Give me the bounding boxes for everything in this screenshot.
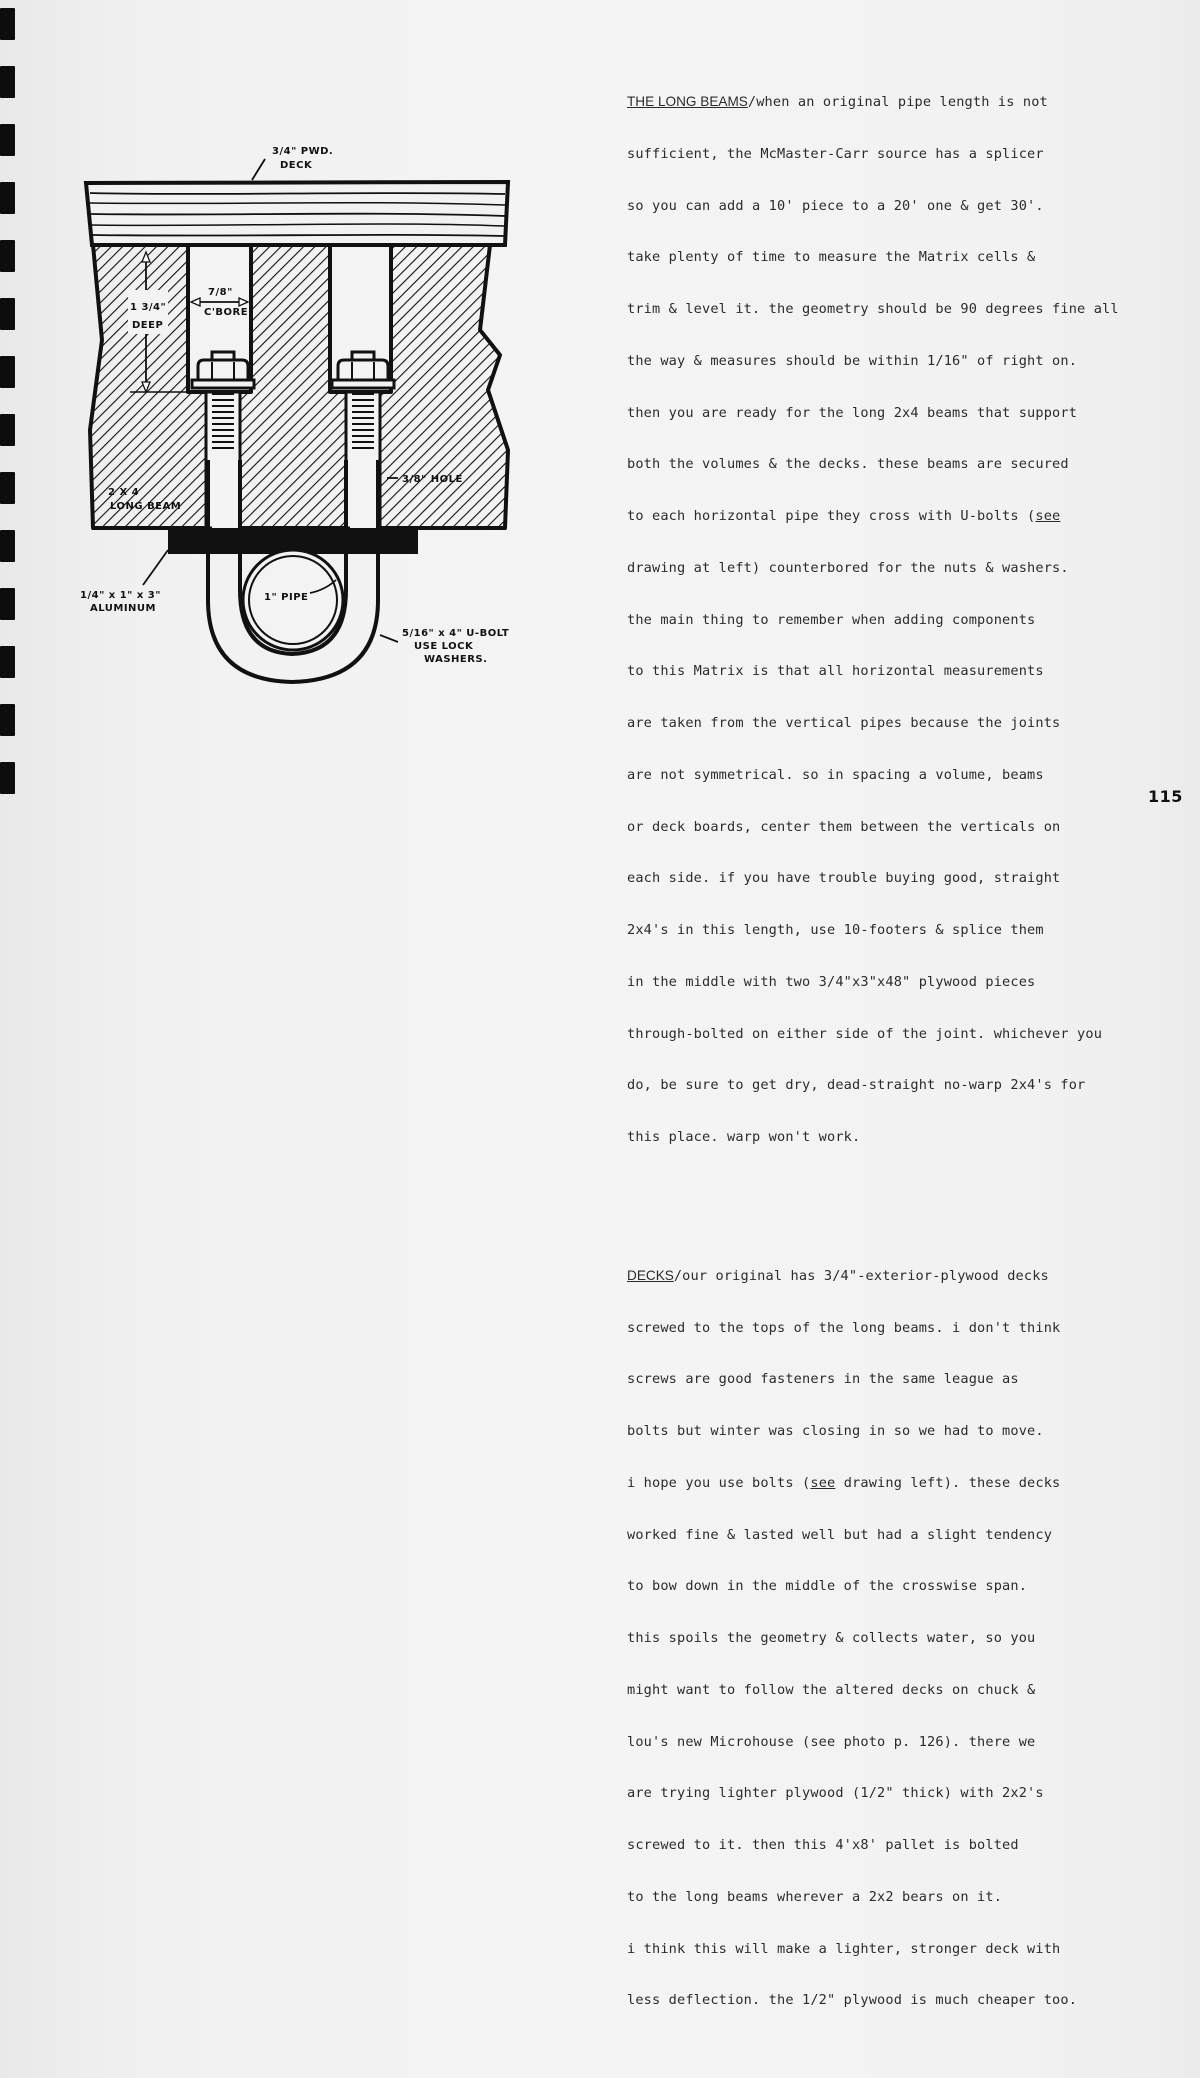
see-reference: see: [810, 1474, 836, 1491]
heading-long-beams: THE LONG BEAMS: [627, 94, 748, 109]
section-long-beams: THE LONG BEAMS/when an original pipe length is not sufficient, the McMaster-Carr source has a splicer so you can add a 10' piece to a 20' one & get 30'. take plenty of time to measure the Matrix cells & trim & level it. the geometry should be 90 degrees fine all the way & measures should be within 1/16" of right on. then you are ready for the long 2x4 beams that support both the volumes & the decks. these beams are secured to each horizontal pipe they cross with U-bolts (see drawing at left) counterbored for the nuts & washers. the main thing to remember when adding components to this Matrix is that all horizontal measurements are taken from the vertical pipes because the joints are not symmetrical. so in spacing a volume, beams or deck boards, center them between the verticals on each side. if you have trouble buying good, straight 2x4's in this length, use 10-footers & splice them in the middle with two 3/4"x3"x48" plywood pieces through-bolted on either side of the joint. whichever you do, be sure to get dry, dead-straight no-warp 2x4's for this place. warp won't work.: [627, 94, 1119, 1145]
punch-hole: [0, 356, 15, 388]
punch-hole: [0, 240, 15, 272]
label-cbore-1: 7/8": [208, 287, 233, 298]
label-depth-1: 1 3/4": [130, 302, 167, 313]
punch-hole: [0, 646, 15, 678]
punch-hole: [0, 414, 15, 446]
punch-hole: [0, 298, 15, 330]
punch-hole: [0, 124, 15, 156]
label-pipe: 1" PIPE: [264, 592, 309, 603]
punch-hole: [0, 182, 15, 214]
long-beam-2x4: [90, 245, 508, 528]
punch-hole: [0, 472, 15, 504]
punch-hole: [0, 66, 15, 98]
u-bolt-beam-drawing: [80, 130, 550, 700]
label-ubolt-2: USE LOCK: [414, 641, 474, 652]
heading-decks: DECKS: [627, 1267, 674, 1283]
plywood-deck: [86, 182, 508, 245]
see-reference: see: [1035, 508, 1061, 524]
body-text: [627, 24, 1187, 2078]
punch-hole: [0, 8, 15, 40]
page-number: 115: [1148, 787, 1183, 806]
binder-punch-holes: [0, 0, 20, 802]
punch-hole: [0, 762, 15, 794]
label-beam-1: 2 X 4: [108, 487, 140, 498]
punch-hole: [0, 588, 15, 620]
label-ubolt-3: WASHERS.: [424, 654, 488, 665]
label-deck-2: DECK: [280, 160, 313, 171]
label-deck-1: 3/4" PWD.: [272, 146, 334, 157]
section-decks: DECKS/our original has 3/4"-exterior-plywood decks screwed to the tops of the long beams. i don't think screws are good fasteners in the same league as bolts but winter was closing in so we had to move. i hope you use bolts (see drawing left). these decks worked fine & lasted well but had a slight tendency to bow down in the middle of the crosswise span. this spoils the geometry & collects water, so you might want to follow the altered decks on chuck & lou's new Microhouse (see photo p. 126). there we are trying lighter plywood (1/2" thick) with 2x2's screwed to it. then this 4'x8' pallet is bolted to the long beams wherever a 2x2 bears on it. i think this will make a lighter, stronger deck with less deflection. the 1/2" plywood is much cheaper too.: [627, 1267, 1078, 2009]
label-ubolt-1: 5/16" x 4" U-BOLT: [402, 628, 510, 639]
label-depth-2: DEEP: [132, 320, 164, 331]
label-cbore-2: C'BORE: [204, 307, 249, 318]
label-beam-2: LONG BEAM: [110, 501, 182, 512]
punch-hole: [0, 530, 15, 562]
label-hole: 3/8" HOLE: [402, 474, 463, 485]
label-aluminum-2: ALUMINUM: [90, 603, 156, 614]
punch-hole: [0, 704, 15, 736]
label-aluminum-1: 1/4" x 1" x 3": [80, 590, 161, 601]
